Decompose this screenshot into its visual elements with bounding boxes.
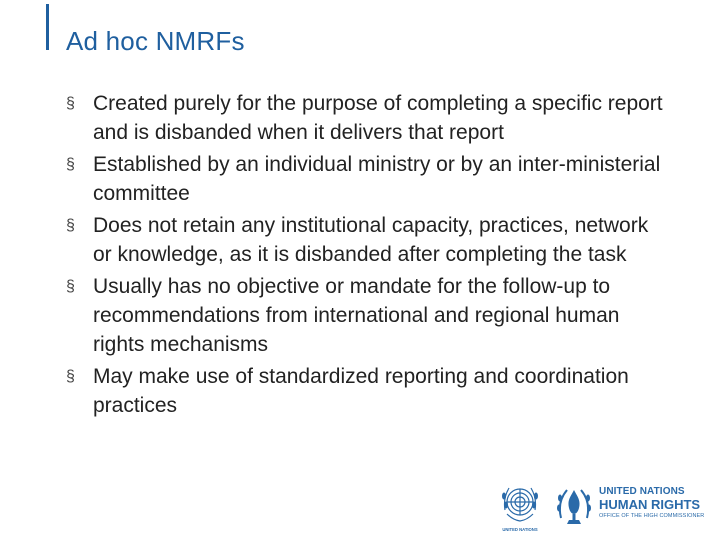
title-accent-bar — [46, 4, 49, 50]
bullet-text: Usually has no objective or mandate for the follow-up to recommendations from international and regional human rights mechanisms — [93, 275, 620, 356]
ohchr-logo-line1: UNITED NATIONS — [599, 486, 685, 497]
bullet-text: May make use of standardized reporting and coordination practices — [93, 365, 629, 417]
un-logo-text: UNITED NATIONS — [502, 527, 538, 532]
un-emblem-icon — [497, 480, 543, 534]
slide-title: Ad hoc NMRFs — [66, 26, 245, 56]
bullet-marker: § — [66, 368, 75, 385]
ohchr-logo-line3: OFFICE OF THE HIGH COMMISSIONER — [599, 513, 705, 519]
bullet-marker: § — [66, 95, 75, 112]
bullet-item — [66, 211, 666, 269]
ohchr-logo-text — [599, 487, 704, 520]
footer-logos — [497, 480, 712, 536]
bullet-marker: § — [66, 217, 75, 234]
bullet-list — [66, 89, 666, 423]
bullet-item — [66, 89, 666, 147]
bullet-marker: § — [66, 156, 75, 173]
ohchr-emblem-icon — [555, 484, 593, 528]
bullet-item — [66, 362, 666, 420]
bullet-marker: § — [66, 278, 75, 295]
ohchr-logo-line2: HUMAN RIGHTS — [599, 497, 701, 512]
bullet-item — [66, 272, 666, 359]
bullet-text: Established by an individual ministry or by an inter-ministerial committee — [93, 153, 661, 205]
bullet-text: Does not retain any institutional capacity, practices, network or knowledge, as it is disbanded after completing the task — [93, 214, 649, 266]
bullet-item — [66, 150, 666, 208]
bullet-text: Created purely for the purpose of completing a specific report and is disbanded when it delivers that report — [93, 92, 663, 144]
